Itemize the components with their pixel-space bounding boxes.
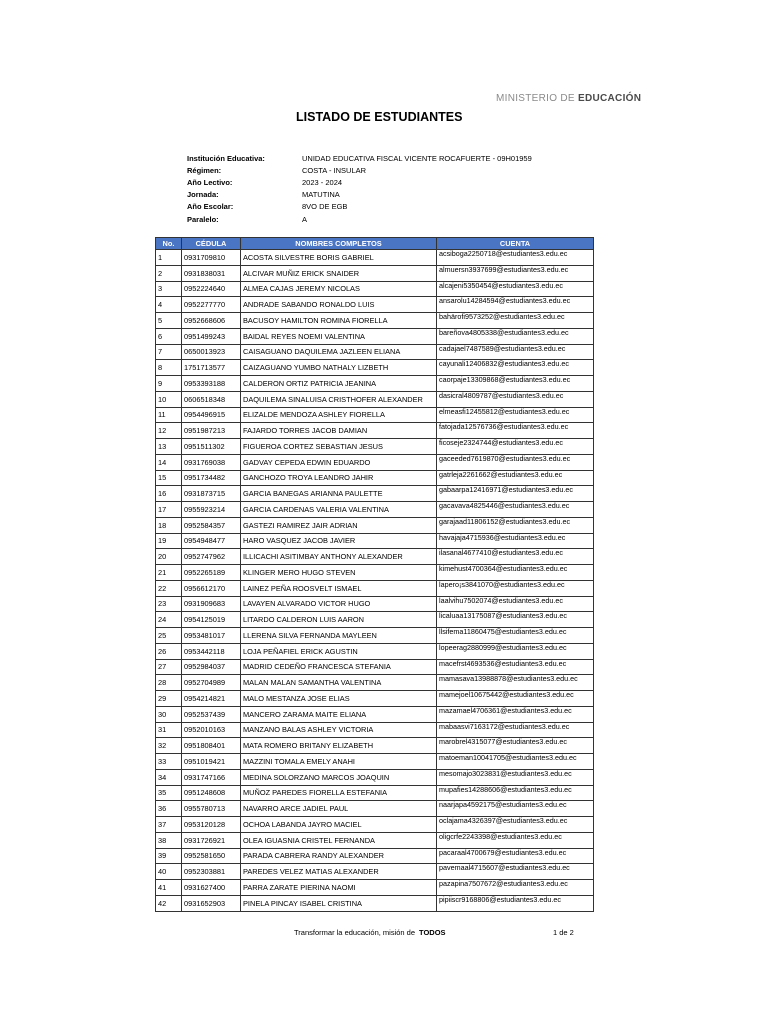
footer-slogan	[294, 928, 446, 937]
row-account-email: mupafies14288606@estudiantes3.edu.ec	[437, 785, 594, 801]
row-full-name: OCHOA LABANDA JAYRO MACIEL	[241, 817, 437, 833]
row-number: 5	[156, 313, 182, 329]
row-cedula: 0606518348	[182, 391, 241, 407]
row-cedula: 0931873715	[182, 486, 241, 502]
row-cedula: 0951019421	[182, 754, 241, 770]
row-cedula: 0951248608	[182, 785, 241, 801]
row-cedula: 0952277770	[182, 297, 241, 313]
info-label: Jornada:	[187, 190, 219, 200]
table-row	[156, 832, 594, 848]
row-number: 40	[156, 864, 182, 880]
row-full-name: PAREDES VELEZ MATIAS ALEXANDER	[241, 864, 437, 880]
row-full-name: CAIZAGUANO YUMBO NATHALY LIZBETH	[241, 360, 437, 376]
row-cedula: 0951511302	[182, 439, 241, 455]
row-full-name: ELIZALDE MENDOZA ASHLEY FIORELLA	[241, 407, 437, 423]
row-number: 42	[156, 895, 182, 911]
row-cedula: 0953120128	[182, 817, 241, 833]
row-cedula: 0954948477	[182, 533, 241, 549]
row-number: 19	[156, 533, 182, 549]
row-account-email: almuersn3937699@estudiantes3.edu.ec	[437, 265, 594, 281]
row-account-email: mabaasvi7163172@estudiantes3.edu.ec	[437, 722, 594, 738]
ministry-logo	[496, 93, 641, 104]
row-full-name: OLEA IGUASNIA CRISTEL FERNANDA	[241, 832, 437, 848]
row-number: 2	[156, 265, 182, 281]
row-full-name: PARRA ZARATE PIERINA NAOMI	[241, 880, 437, 896]
table-row	[156, 612, 594, 628]
row-full-name: GASTEZI RAMIREZ JAIR ADRIAN	[241, 517, 437, 533]
table-row	[156, 801, 594, 817]
row-account-email: gabaarpa12416971@estudiantes3.edu.ec	[437, 486, 594, 502]
row-account-email: lopeerag2880999@estudiantes3.edu.ec	[437, 643, 594, 659]
table-row	[156, 328, 594, 344]
row-full-name: LOJA PEÑAFIEL ERICK AGUSTIN	[241, 643, 437, 659]
row-account-email: ficoseje2324744@estudiantes3.edu.ec	[437, 439, 594, 455]
row-full-name: ANDRADE SABANDO RONALDO LUIS	[241, 297, 437, 313]
row-full-name: MUÑOZ PAREDES FIORELLA ESTEFANIA	[241, 785, 437, 801]
row-cedula: 0952265189	[182, 565, 241, 581]
row-account-email: pazapina7507672@estudiantes3.edu.ec	[437, 880, 594, 896]
students-table	[155, 237, 594, 912]
row-full-name: MALO MESTANZA JOSE ELIAS	[241, 691, 437, 707]
row-cedula: 0931747166	[182, 769, 241, 785]
row-number: 34	[156, 769, 182, 785]
info-row	[187, 152, 532, 164]
row-cedula: 0931769038	[182, 454, 241, 470]
table-row	[156, 895, 594, 911]
table-row	[156, 817, 594, 833]
row-number: 36	[156, 801, 182, 817]
row-account-email: marobrel4315077@estudiantes3.edu.ec	[437, 738, 594, 754]
row-cedula: 0953481017	[182, 628, 241, 644]
table-row	[156, 454, 594, 470]
institution-info	[187, 152, 532, 225]
row-account-email: kimehust4700364@estudiantes3.edu.ec	[437, 565, 594, 581]
row-number: 17	[156, 502, 182, 518]
row-number: 1	[156, 250, 182, 266]
row-full-name: CALDERON ORTIZ PATRICIA JEANINA	[241, 376, 437, 392]
page-title: LISTADO DE ESTUDIANTES	[296, 110, 463, 124]
table-row	[156, 360, 594, 376]
row-number: 18	[156, 517, 182, 533]
info-label: Año Escolar:	[187, 202, 234, 212]
row-account-email: alcajeni5350454@estudiantes3.edu.ec	[437, 281, 594, 297]
row-full-name: GADVAY CEPEDA EDWIN EDUARDO	[241, 454, 437, 470]
row-number: 35	[156, 785, 182, 801]
row-full-name: CAISAGUANO DAQUILEMA JAZLEEN ELIANA	[241, 344, 437, 360]
row-account-email: pipiiscr9168806@estudiantes3.edu.ec	[437, 895, 594, 911]
table-row	[156, 265, 594, 281]
row-full-name: BACUSOY HAMILTON ROMINA FIORELLA	[241, 313, 437, 329]
row-account-email: mesomajo3023831@estudiantes3.edu.ec	[437, 769, 594, 785]
table-row	[156, 643, 594, 659]
table-row	[156, 439, 594, 455]
info-value: UNIDAD EDUCATIVA FISCAL VICENTE ROCAFUERTE - 09H01959	[302, 153, 532, 163]
row-full-name: HARO VASQUEZ JACOB JAVIER	[241, 533, 437, 549]
row-number: 31	[156, 722, 182, 738]
row-full-name: LAINEZ PEÑA ROOSVELT ISMAEL	[241, 580, 437, 596]
table-row	[156, 880, 594, 896]
header-number: No.	[156, 238, 182, 250]
row-number: 7	[156, 344, 182, 360]
info-row	[187, 213, 532, 225]
row-full-name: GARCIA CARDENAS VALERIA VALENTINA	[241, 502, 437, 518]
row-account-email: pacaraal4700679@estudiantes3.edu.ec	[437, 848, 594, 864]
info-label: Paralelo:	[187, 214, 219, 224]
row-cedula: 0951987213	[182, 423, 241, 439]
row-account-email: llsifema11860475@estudiantes3.edu.ec	[437, 628, 594, 644]
table-row	[156, 517, 594, 533]
info-label: Institución Educativa:	[187, 153, 265, 163]
row-cedula: 0650013923	[182, 344, 241, 360]
row-full-name: PINELA PINCAY ISABEL CRISTINA	[241, 895, 437, 911]
table-row	[156, 391, 594, 407]
row-cedula: 0952010163	[182, 722, 241, 738]
table-row	[156, 470, 594, 486]
page-number: 1 de 2	[553, 928, 574, 937]
row-full-name: GARCIA BANEGAS ARIANNA PAULETTE	[241, 486, 437, 502]
row-number: 23	[156, 596, 182, 612]
header-names: NOMBRES COMPLETOS	[241, 238, 437, 250]
row-number: 8	[156, 360, 182, 376]
row-number: 21	[156, 565, 182, 581]
row-number: 39	[156, 848, 182, 864]
row-number: 6	[156, 328, 182, 344]
row-full-name: MANCERO ZARAMA MAITE ELIANA	[241, 706, 437, 722]
table-row	[156, 769, 594, 785]
info-row	[187, 189, 532, 201]
row-account-email: laalvihu7502074@estudiantes3.edu.ec	[437, 596, 594, 612]
row-cedula: 0955780713	[182, 801, 241, 817]
table-row	[156, 596, 594, 612]
row-number: 10	[156, 391, 182, 407]
info-value: MATUTINA	[302, 190, 340, 200]
row-full-name: ACOSTA SILVESTRE BORIS GABRIEL	[241, 250, 437, 266]
row-full-name: MEDINA SOLORZANO MARCOS JOAQUIN	[241, 769, 437, 785]
row-number: 14	[156, 454, 182, 470]
row-number: 38	[156, 832, 182, 848]
row-full-name: PARADA CABRERA RANDY ALEXANDER	[241, 848, 437, 864]
row-cedula: 0952537439	[182, 706, 241, 722]
row-full-name: MALAN MALAN SAMANTHA VALENTINA	[241, 675, 437, 691]
row-number: 27	[156, 659, 182, 675]
footer-slogan-bold: TODOS	[419, 928, 446, 937]
row-account-email: ansarolu14284594@estudiantes3.edu.ec	[437, 297, 594, 313]
info-label: Año Lectivo:	[187, 177, 233, 187]
row-full-name: MANZANO BALAS ASHLEY VICTORIA	[241, 722, 437, 738]
row-account-email: ilasanal4677410@estudiantes3.edu.ec	[437, 549, 594, 565]
row-full-name: MADRID CEDEÑO FRANCESCA STEFANIA	[241, 659, 437, 675]
info-value: 2023 - 2024	[302, 177, 343, 187]
row-cedula: 0952668606	[182, 313, 241, 329]
table-row	[156, 864, 594, 880]
row-full-name: LITARDO CALDERON LUIS AARON	[241, 612, 437, 628]
row-number: 41	[156, 880, 182, 896]
table-row	[156, 706, 594, 722]
table-row	[156, 580, 594, 596]
row-cedula: 0931726921	[182, 832, 241, 848]
row-number: 32	[156, 738, 182, 754]
row-number: 24	[156, 612, 182, 628]
table-row	[156, 659, 594, 675]
table-row	[156, 565, 594, 581]
table-row	[156, 848, 594, 864]
table-row	[156, 754, 594, 770]
row-account-email: oclajama4326397@estudiantes3.edu.ec	[437, 817, 594, 833]
row-cedula: 0952984037	[182, 659, 241, 675]
info-value: 8VO DE EGB	[302, 202, 348, 212]
row-account-email: gaceeded7619870@estudiantes3.edu.ec	[437, 454, 594, 470]
table-row	[156, 675, 594, 691]
row-full-name: NAVARRO ARCE JADIEL PAUL	[241, 801, 437, 817]
ministry-prefix: MINISTERIO DE	[496, 93, 575, 104]
table-row	[156, 297, 594, 313]
row-cedula: 0931838031	[182, 265, 241, 281]
ministry-name: EDUCACIÓN	[578, 93, 642, 104]
table-row	[156, 549, 594, 565]
row-cedula: 0931652903	[182, 895, 241, 911]
row-account-email: naarjapa4592175@estudiantes3.edu.ec	[437, 801, 594, 817]
table-header-row	[156, 238, 594, 250]
row-cedula: 1751713577	[182, 360, 241, 376]
row-account-email: caorpaje13309868@estudiantes3.edu.ec	[437, 376, 594, 392]
row-full-name: DAQUILEMA SINALUISA CRISTHOFER ALEXANDER	[241, 391, 437, 407]
table-row	[156, 486, 594, 502]
row-account-email: havajaja4715936@estudiantes3.edu.ec	[437, 533, 594, 549]
row-account-email: cayunali12406832@estudiantes3.edu.ec	[437, 360, 594, 376]
row-cedula: 0951734482	[182, 470, 241, 486]
row-full-name: FIGUEROA CORTEZ SEBASTIAN JESUS	[241, 439, 437, 455]
row-number: 37	[156, 817, 182, 833]
row-number: 13	[156, 439, 182, 455]
row-cedula: 0931627400	[182, 880, 241, 896]
row-full-name: MAZZINI TOMALA EMELY ANAHI	[241, 754, 437, 770]
row-full-name: LAVAYEN ALVARADO VICTOR HUGO	[241, 596, 437, 612]
row-cedula: 0956612170	[182, 580, 241, 596]
info-row	[187, 176, 532, 188]
info-label: Régimen:	[187, 165, 222, 175]
table-row	[156, 533, 594, 549]
row-number: 22	[156, 580, 182, 596]
row-full-name: FAJARDO TORRES JACOB DAMIAN	[241, 423, 437, 439]
row-cedula: 0931709810	[182, 250, 241, 266]
header-cedula: CÉDULA	[182, 238, 241, 250]
row-number: 3	[156, 281, 182, 297]
row-cedula: 0954496915	[182, 407, 241, 423]
row-account-email: lapero¡s3841070@estudiantes3.edu.ec	[437, 580, 594, 596]
row-number: 29	[156, 691, 182, 707]
header-account: CUENTA	[437, 238, 594, 250]
row-account-email: mazamael4706361@estudiantes3.edu.ec	[437, 706, 594, 722]
row-cedula: 0951499243	[182, 328, 241, 344]
row-number: 26	[156, 643, 182, 659]
row-account-email: mamejoel10675442@estudiantes3.edu.ec	[437, 691, 594, 707]
row-account-email: bareñova4805338@estudiantes3.edu.ec	[437, 328, 594, 344]
table-row	[156, 423, 594, 439]
row-full-name: ALMEA CAJAS JEREMY NICOLAS	[241, 281, 437, 297]
footer-slogan-text: Transformar la educación, misión de	[294, 928, 416, 937]
row-number: 4	[156, 297, 182, 313]
row-account-email: gacavava4825446@estudiantes3.edu.ec	[437, 502, 594, 518]
table-row	[156, 313, 594, 329]
row-account-email: oligcrfe2243398@estudiantes3.edu.ec	[437, 832, 594, 848]
row-cedula: 0952584357	[182, 517, 241, 533]
row-account-email: cadajael7487589@estudiantes3.edu.ec	[437, 344, 594, 360]
table-row	[156, 722, 594, 738]
table-row	[156, 250, 594, 266]
row-cedula: 0952704989	[182, 675, 241, 691]
row-account-email: licaluaa13175087@estudiantes3.edu.ec	[437, 612, 594, 628]
row-cedula: 0951808401	[182, 738, 241, 754]
row-full-name: GANCHOZO TROYA LEANDRO JAHIR	[241, 470, 437, 486]
row-number: 20	[156, 549, 182, 565]
row-account-email: acsiboga2250718@estudiantes3.edu.ec	[437, 250, 594, 266]
row-full-name: ALCIVAR MUÑIZ ERICK SNAIDER	[241, 265, 437, 281]
row-account-email: garajaad11806152@estudiantes3.edu.ec	[437, 517, 594, 533]
row-account-email: elmeasfi12455812@estudiantes3.edu.ec	[437, 407, 594, 423]
table-row	[156, 785, 594, 801]
row-cedula: 0954214821	[182, 691, 241, 707]
row-account-email: dasicral4809787@estudiantes3.edu.ec	[437, 391, 594, 407]
row-cedula: 0952224640	[182, 281, 241, 297]
row-number: 28	[156, 675, 182, 691]
table-row	[156, 691, 594, 707]
row-account-email: mamasava13988878@estudiantes3.edu.ec	[437, 675, 594, 691]
row-account-email: matoeman10041705@estudiantes3.edu.ec	[437, 754, 594, 770]
row-number: 11	[156, 407, 182, 423]
row-full-name: LLERENA SILVA FERNANDA MAYLEEN	[241, 628, 437, 644]
row-account-email: gatrleja2261662@estudiantes3.edu.ec	[437, 470, 594, 486]
table-row	[156, 376, 594, 392]
row-cedula: 0953393188	[182, 376, 241, 392]
info-value: COSTA - INSULAR	[302, 165, 367, 175]
table-row	[156, 738, 594, 754]
row-cedula: 0952303881	[182, 864, 241, 880]
row-number: 15	[156, 470, 182, 486]
table-row	[156, 628, 594, 644]
row-account-email: pavemaal4715607@estudiantes3.edu.ec	[437, 864, 594, 880]
row-number: 9	[156, 376, 182, 392]
row-account-email: bahärofi9573252@estudiantes3.edu.ec	[437, 313, 594, 329]
row-number: 16	[156, 486, 182, 502]
row-number: 30	[156, 706, 182, 722]
row-cedula: 0953442118	[182, 643, 241, 659]
row-cedula: 0952747962	[182, 549, 241, 565]
table-row	[156, 407, 594, 423]
row-cedula: 0931909683	[182, 596, 241, 612]
row-full-name: KLINGER MERO HUGO STEVEN	[241, 565, 437, 581]
row-number: 33	[156, 754, 182, 770]
row-number: 25	[156, 628, 182, 644]
table-row	[156, 344, 594, 360]
info-row	[187, 201, 532, 213]
info-row	[187, 164, 532, 176]
info-value: A	[302, 214, 308, 224]
row-full-name: MATA ROMERO BRITANY ELIZABETH	[241, 738, 437, 754]
row-cedula: 0955923214	[182, 502, 241, 518]
table-row	[156, 281, 594, 297]
row-cedula: 0954125019	[182, 612, 241, 628]
row-full-name: BAIDAL REYES NOEMI VALENTINA	[241, 328, 437, 344]
row-account-email: fatojada12576736@estudiantes3.edu.ec	[437, 423, 594, 439]
row-account-email: macefrst4693536@estudiantes3.edu.ec	[437, 659, 594, 675]
row-number: 12	[156, 423, 182, 439]
table-row	[156, 502, 594, 518]
row-full-name: ILLICACHI ASITIMBAY ANTHONY ALEXANDER	[241, 549, 437, 565]
row-cedula: 0952581650	[182, 848, 241, 864]
